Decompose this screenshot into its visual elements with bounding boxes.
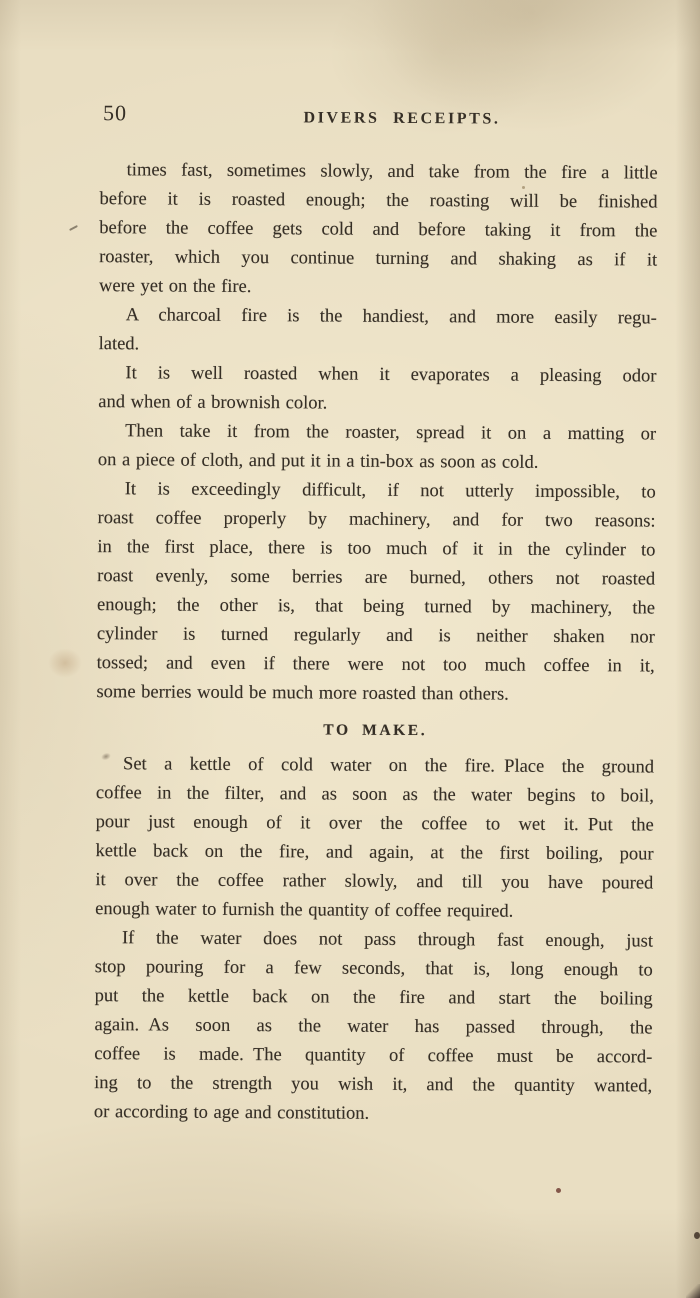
paragraph [94, 924, 653, 1130]
text-line: it over the coffee rather slowly, and till you have poured [95, 870, 654, 894]
paper-speck [694, 1232, 700, 1239]
text-line: cylinder is turned regularly and is neither shaken nor [96, 624, 655, 648]
text-line: It is well roasted when it evaporates a pleasing odor [125, 363, 657, 387]
page-number: 50 [102, 100, 128, 126]
text-line: in the first place, there is too much of it in the cylinder to [97, 537, 656, 561]
text-line: ing to the strength you wish it, and the quantity wanted, [94, 1073, 653, 1097]
text-line: times fast, sometimes slowly, and take from the fire a little [126, 160, 658, 184]
text-line: were yet on the fire. [98, 276, 252, 298]
text-line: or according to age and constitution. [93, 1102, 370, 1124]
text-line: before the coffee gets cold and before taking it from the [99, 218, 658, 242]
text-line: before it is roasted enough; the roasting will be finished [99, 189, 658, 213]
text-line: put the kettle back on the fire and start the boiling [94, 986, 653, 1010]
paragraph [98, 417, 656, 478]
running-title: DIVERS RECEIPTS. [303, 109, 501, 128]
text-line: It is exceedingly difficult, if not utterly impossible, to [124, 479, 656, 503]
text-line: on a piece of cloth, and put it in a tin-box as soon as cold. [97, 450, 539, 473]
text-line: roast evenly, some berries are burned, others not roasted [97, 566, 656, 590]
text-line: and when of a brownish color. [98, 392, 328, 414]
text-line: pour just enough of it over the coffee to wet it. Put the [95, 812, 654, 836]
page-body [94, 156, 658, 1130]
running-header [0, 0, 700, 144]
text-line: kettle back on the fire, and again, at the first boiling, pour [95, 841, 654, 865]
text-line: stop pouring for a few seconds, that is, long enough to [94, 957, 653, 981]
paragraph [98, 359, 656, 420]
text-line: coffee in the filter, and as soon as the water begins to boil, [95, 783, 654, 807]
paragraph [99, 301, 657, 362]
text-line: roaster, which you continue turning and shaking as if it [99, 247, 658, 271]
text-line: coffee is made. The quantity of coffee must be accord- [94, 1044, 653, 1068]
text-line: tossed; and even if there were not too much coffee in it, [96, 653, 655, 677]
text-line: enough water to furnish the quantity of coffee required. [95, 899, 514, 922]
paragraph [99, 156, 658, 304]
text-line: If the water does not pass through fast enough, just [121, 928, 654, 952]
text-line: A charcoal fire is the handiest, and more easily regu- [125, 305, 657, 329]
text-line: again. As soon as the water has passed through, the [94, 1015, 653, 1039]
text-line: enough; the other is, that being turned by machinery, the [96, 595, 656, 619]
section-heading: TO MAKE. [323, 721, 428, 740]
text-line: lated. [98, 334, 140, 355]
paragraph [96, 475, 655, 710]
text-line: roast coffee properly by machinery, and for two reasons: [97, 508, 656, 532]
paragraph [95, 750, 654, 927]
text-line: Then take it from the roaster, spread it on a matting or [125, 421, 657, 445]
text-line: some berries would be much more roasted than others. [96, 682, 509, 705]
text-line: Set a kettle of cold water on the fire. Place the ground [123, 754, 655, 778]
